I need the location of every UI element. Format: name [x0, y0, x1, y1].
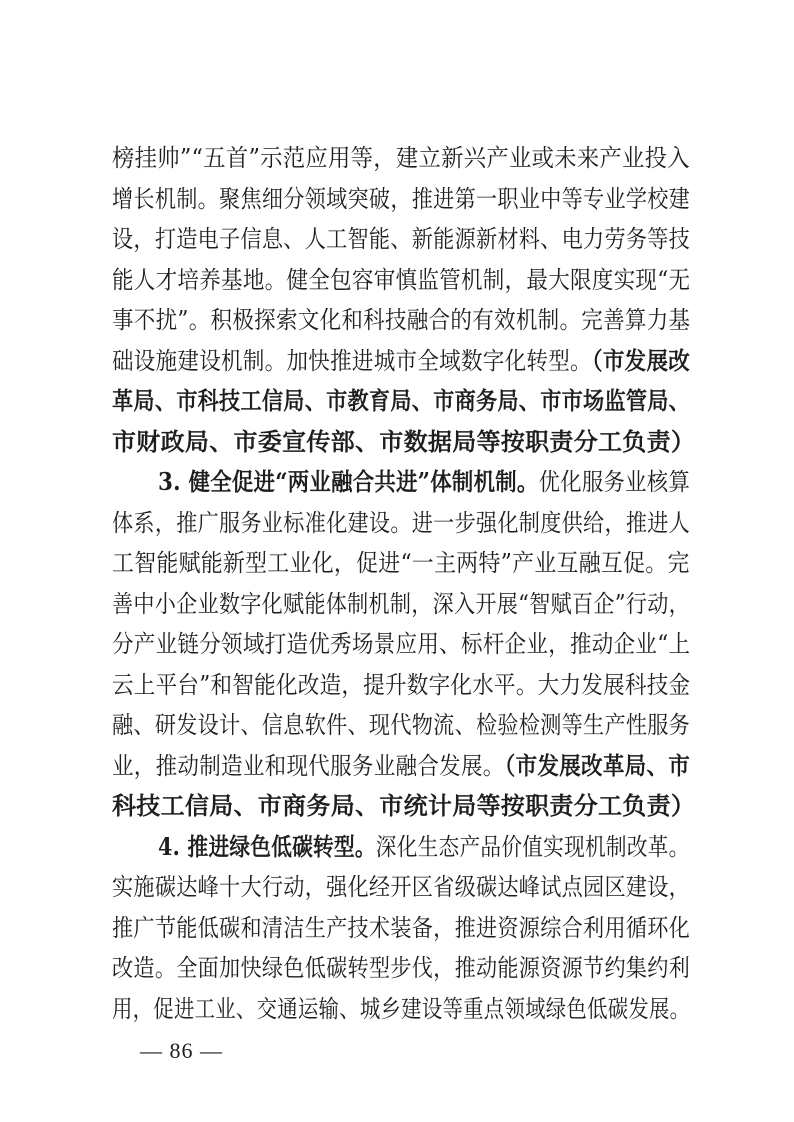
text-line — [112, 345, 690, 377]
bold-text-span: （市发展改革局、市 — [504, 750, 691, 780]
text-line — [112, 709, 690, 741]
bold-text-span: （市发展改 — [591, 345, 691, 375]
text-line — [112, 669, 690, 701]
text-line — [112, 993, 690, 1025]
text-span: 设，打造电子信息、人工智能、新能源新材料、电力劳务等技 — [112, 225, 691, 253]
text-line — [112, 385, 690, 417]
text-span: 分产业链分领域打造优秀场景应用、标杆企业，推动企业“上 — [112, 630, 691, 658]
text-span: 实施碳达峰十大行动，强化经开区省级碳达峰试点园区建设， — [112, 873, 691, 901]
text-span: 深化生态产品价值实现机制改革。 — [375, 832, 690, 861]
text-line — [112, 264, 690, 296]
text-line — [112, 750, 690, 782]
bold-text-span: 革局、市科技工信局、市教育局、市商务局、市市场监管局、 — [112, 386, 691, 415]
text-span: 础设施建设机制。加快推进城市全域数字化转型。 — [112, 346, 592, 375]
bold-text-span: 4. 推进绿色低碳转型。 — [158, 831, 376, 861]
text-line — [112, 871, 690, 903]
text-line — [112, 547, 690, 579]
text-line — [112, 912, 690, 944]
text-span: 云上平台”和智能化改造，提升数字化水平。大力发展科技金 — [112, 670, 691, 699]
text-span: 增长机制。聚焦细分领域突破，推进第一职业中等专业学校建 — [112, 184, 691, 213]
text-line — [158, 831, 690, 863]
text-line — [112, 304, 690, 336]
text-span: 业，推动制造业和现代服务业融合发展。 — [112, 751, 505, 780]
text-line — [112, 790, 695, 822]
text-span: 榜挂帅”“五首”示范应用等，建立新兴产业或未来产业投入 — [112, 144, 690, 172]
text-span: 事不扰”。积极探索文化和科技融合的有效机制。完善算力基 — [112, 306, 691, 334]
bold-text-span: 3. 健全促进“两业融合共进”体制机制。 — [158, 467, 539, 496]
text-line — [112, 183, 690, 215]
text-line — [112, 142, 690, 174]
text-line — [112, 588, 690, 620]
text-span: 优化服务业核算 — [538, 468, 691, 496]
text-span: 推广节能低碳和清洁生产技术装备，推进资源综合利用循环化 — [112, 913, 691, 942]
text-span: 融、研发设计、信息软件、现代物流、检验检测等生产性服务 — [112, 711, 691, 739]
text-span: 改造。全面加快绿色低碳转型步伐，推动能源资源节约集约利 — [112, 954, 691, 982]
page-number: — 86 — — [140, 1038, 223, 1063]
text-line — [112, 507, 690, 539]
bold-text-span: 市财政局、市委宣传部、市数据局等按职责分工负责） — [112, 426, 696, 456]
text-span: 工智能赋能新型工业化，促进“一主两特”产业互融互促。完 — [112, 549, 690, 577]
bold-text-span: 科技工信局、市商务局、市统计局等按职责分工负责） — [112, 791, 696, 820]
text-line — [112, 426, 695, 458]
text-line — [112, 952, 690, 984]
text-line — [112, 223, 690, 255]
text-span: 用，促进工业、交通运输、城乡建设等重点领域绿色低碳发展。 — [112, 994, 691, 1023]
text-span: 体系，推广服务业标准化建设。进一步强化制度供给，推进人 — [112, 508, 691, 537]
text-line — [158, 466, 690, 498]
text-span: 善中小企业数字化赋能体制机制，深入开展“智赋百企”行动， — [112, 589, 690, 618]
text-span: 能人才培养基地。健全包容审慎监管机制，最大限度实现“无 — [112, 265, 691, 294]
text-line — [112, 628, 690, 660]
